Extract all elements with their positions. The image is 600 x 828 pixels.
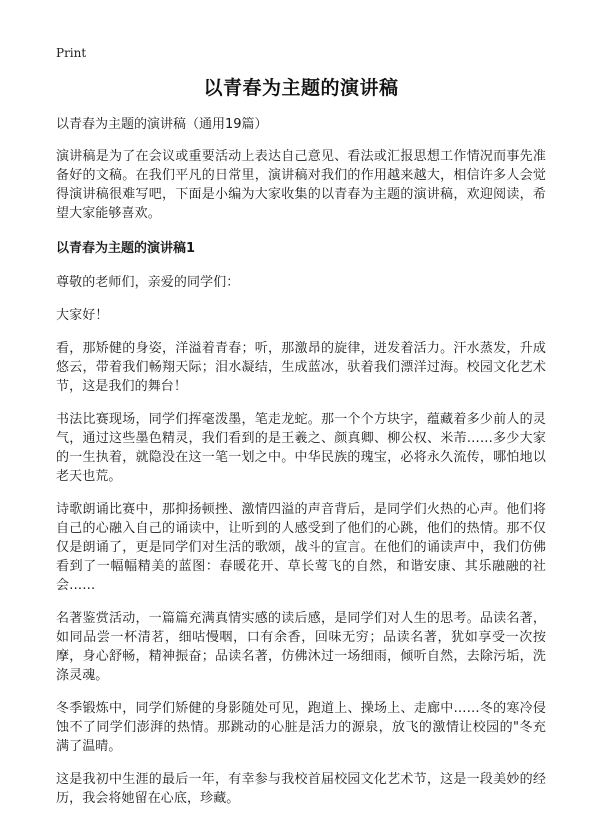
body-paragraph: 名著鉴赏活动，一篇篇充满真情实感的读后感，是同学们对人生的思考。品读名著，如同品尝一杯清茗，细咕慢咽，口有余香，回味无穷；品读名著，犹如享受一次按摩，身心舒畅，精神振奋；品读名著，仿佛沐过一场细雨，倾听自然，去除污垢，洗涤灵魂。 xyxy=(56,611,546,683)
body-paragraph: 书法比赛现场，同学们挥毫泼墨，笔走龙蛇。那一个个方块字，蕴藏着多少前人的灵气，通过这些墨色精灵，我们看到的是王羲之、颜真卿、柳公权、米芾……多少大家的一生执着，就隐没在这一笔一划之中。中华民族的瑰宝，必将永久流传，哪怕地以老天也荒。 xyxy=(56,412,546,484)
page-title: 以青春为主题的演讲稿 xyxy=(203,77,399,99)
intro-paragraph: 演讲稿是为了在会议或重要活动上表达自己意见、看法或汇报思想工作情况而事先准备好的文稿。在我们平凡的日常里，演讲稿对我们的作用越来越大，相信许多人会觉得演讲稿很难写吧，下面是小编为大家收集的以青春为主题的演讲稿，欢迎阅读，希望大家能够喜欢。 xyxy=(56,149,546,221)
hello-line: 大家好！ xyxy=(56,308,109,323)
print-link[interactable]: Print xyxy=(56,46,87,60)
body-paragraph: 这是我初中生涯的最后一年，有幸参与我校首届校园文化艺术节，这是一段美妙的经历，我会将她留在心底，珍藏。 xyxy=(56,772,546,806)
body-paragraph: 诗歌朗诵比赛中，那抑扬顿挫、激情四溢的声音背后，是同学们火热的心声。他们将自己的心融入自己的诵读中，让听到的人感受到了他们的心跳，他们的热情。那不仅仅是朗诵了，更是同学们对生活的歌颂，战斗的宣言。在他们的诵读声中，我们仿佛看到了一幅幅精美的蓝图：春暖花开、草长莺飞的自然，和谐安康、其乐融融的社会…… xyxy=(56,502,546,593)
body-paragraph: 冬季锻炼中，同学们矫健的身影随处可见，跑道上、操场上、走廊中……冬的寒冷侵蚀不了同学们澎湃的热情。那跳动的心脏是活力的源泉，放飞的激情让校园的"冬充满了温晴。 xyxy=(56,701,546,754)
document-subtitle: 以青春为主题的演讲稿（通用19篇） xyxy=(56,117,268,132)
body-paragraph: 看，那矫健的身姿，洋溢着青春；听，那激昂的旋律，迸发着活力。汗水蒸发，升成悠云，带着我们畅翔天际；泪水凝结，生成蓝冰，驮着我们漂洋过海。校园文化艺术节，这是我们的舞台！ xyxy=(56,341,546,394)
greeting-line: 尊敬的老师们，亲爱的同学们： xyxy=(56,275,240,290)
section-heading: 以青春为主题的演讲稿1 xyxy=(56,241,196,256)
